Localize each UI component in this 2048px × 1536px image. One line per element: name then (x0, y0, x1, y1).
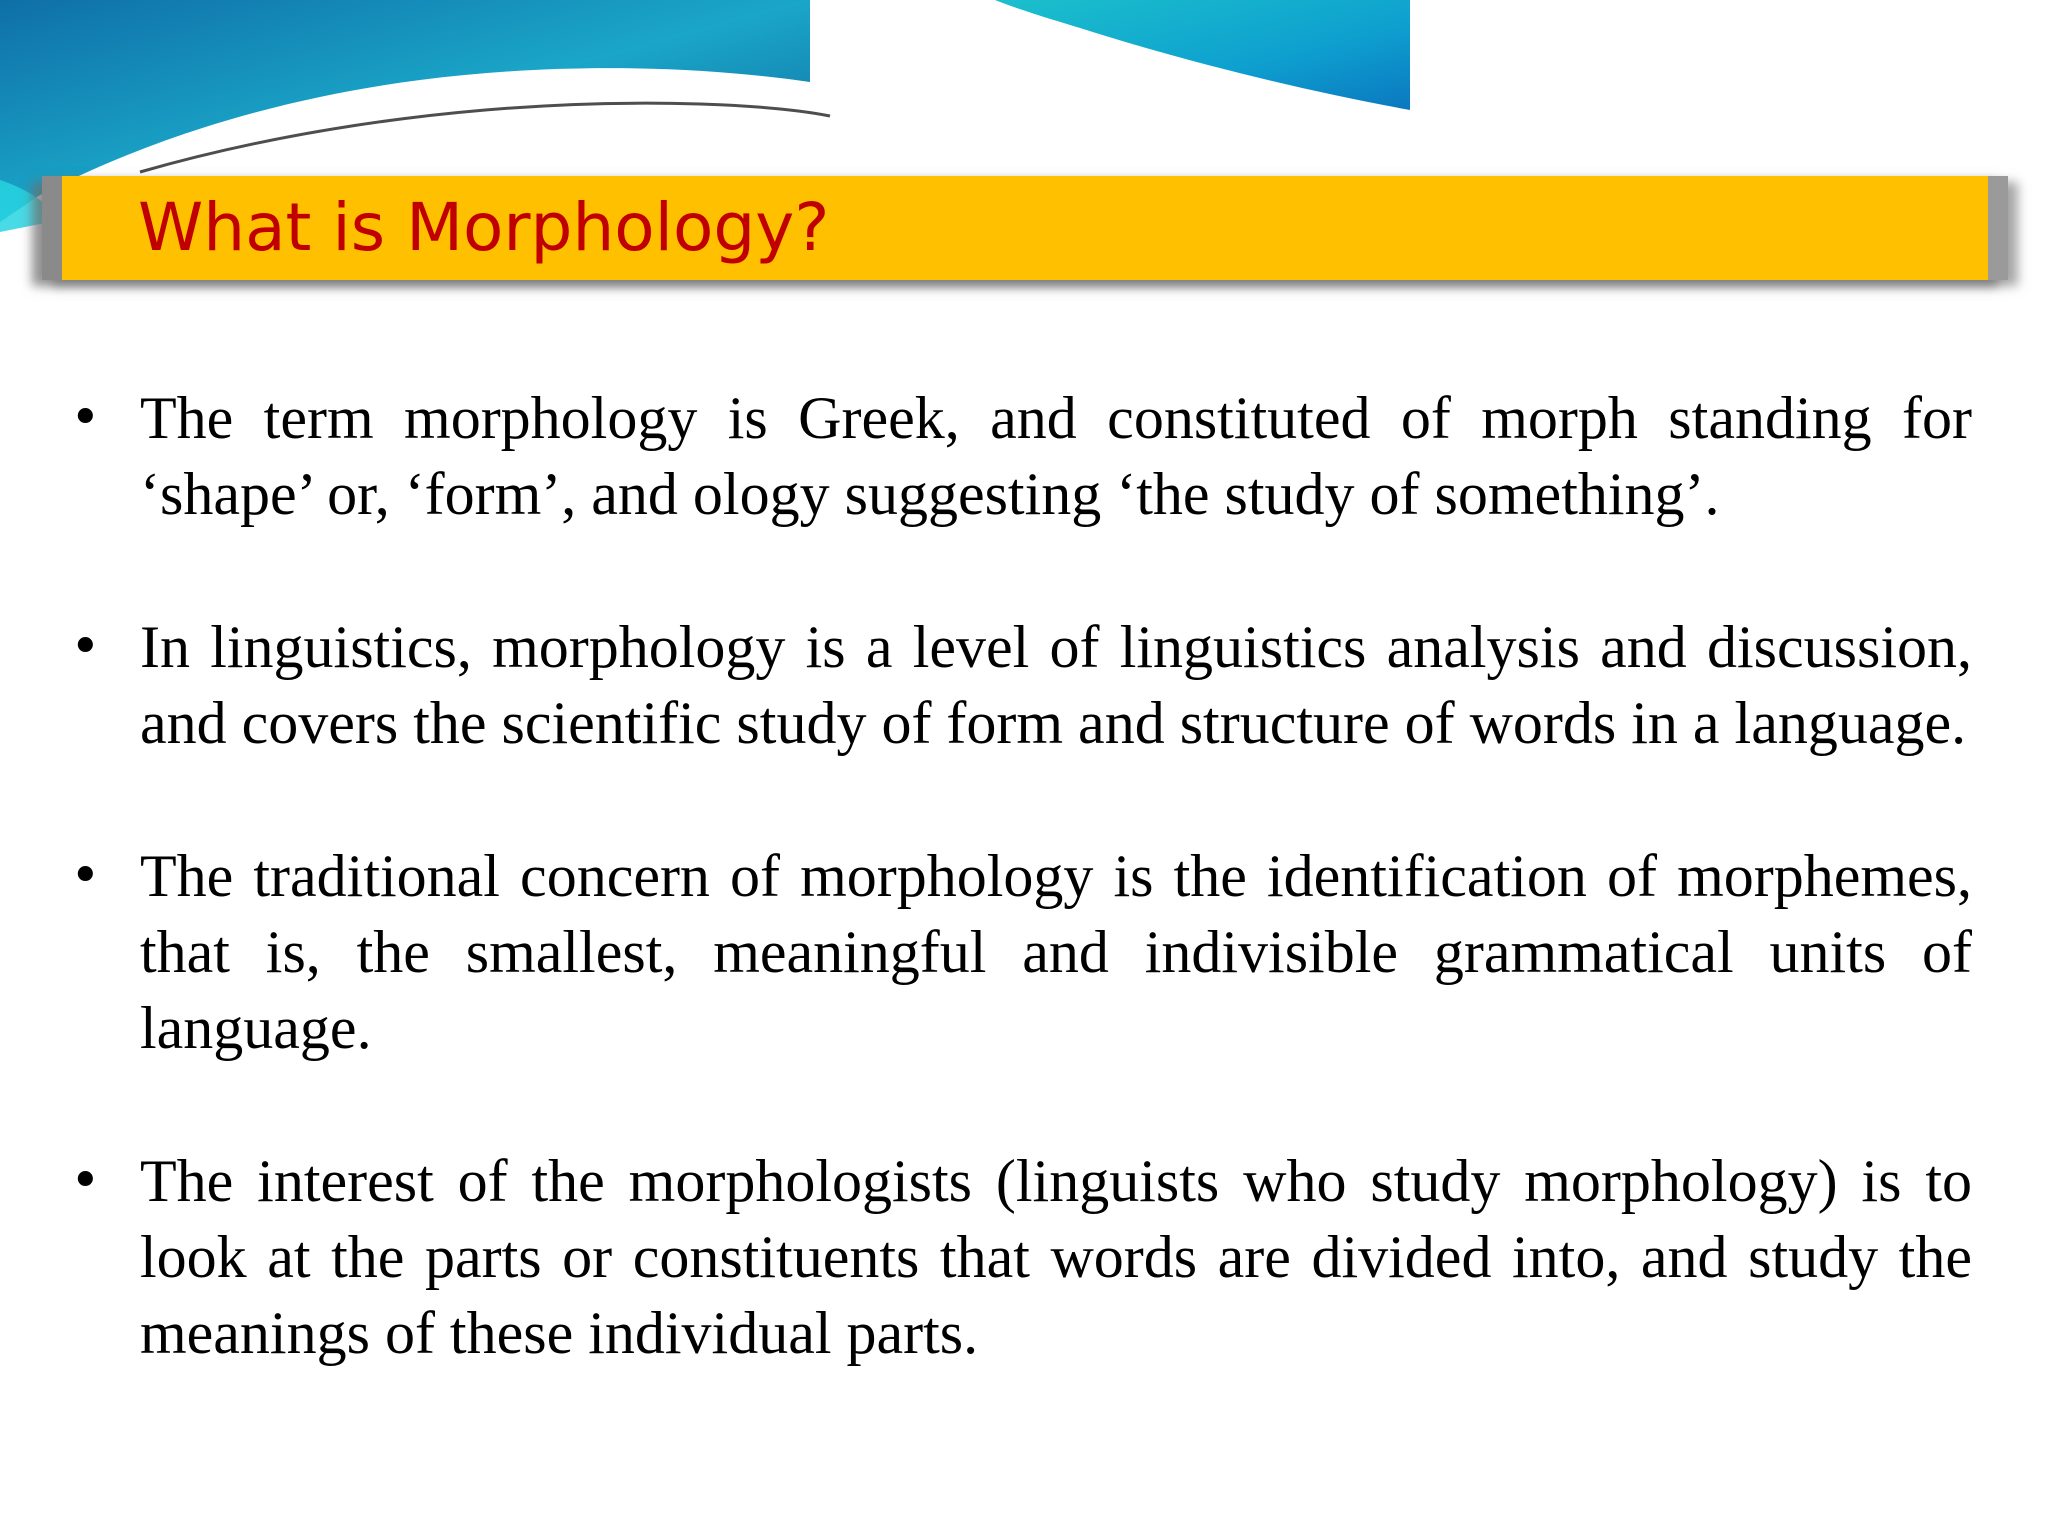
bullet-text: The term morphology is Greek, and constituted of morph standing for ‘shape’ or, ‘form’, and ology suggesting ‘the study of something’. (140, 385, 1972, 527)
bullet-marker: • (70, 617, 101, 677)
bullet-marker: • (70, 388, 101, 448)
bullet-marker: • (70, 846, 101, 906)
slide-title: What is Morphology? (138, 189, 830, 266)
title-bar (42, 176, 2008, 280)
bullet-item (70, 609, 1972, 761)
bullet-item (70, 380, 1972, 532)
bullet-item (70, 1143, 1972, 1371)
bullet-item (70, 838, 1972, 1066)
bullet-list (70, 380, 1972, 1448)
bullet-text: In linguistics, morphology is a level of linguistics analysis and discussion, and covers the scientific study of form and structure of words in a language. (140, 614, 1972, 756)
bullet-text: The interest of the morphologists (linguists who study morphology) is to look at the parts or constituents that words are divided into, and study the meanings of these individual parts. (140, 1148, 1972, 1366)
bullet-marker: • (70, 1151, 101, 1211)
bullet-text: The traditional concern of morphology is the identification of morphemes, that is, the smallest, meaningful and indivisible grammatical units of language. (140, 843, 1972, 1061)
right-wave-shape (995, 0, 1410, 110)
